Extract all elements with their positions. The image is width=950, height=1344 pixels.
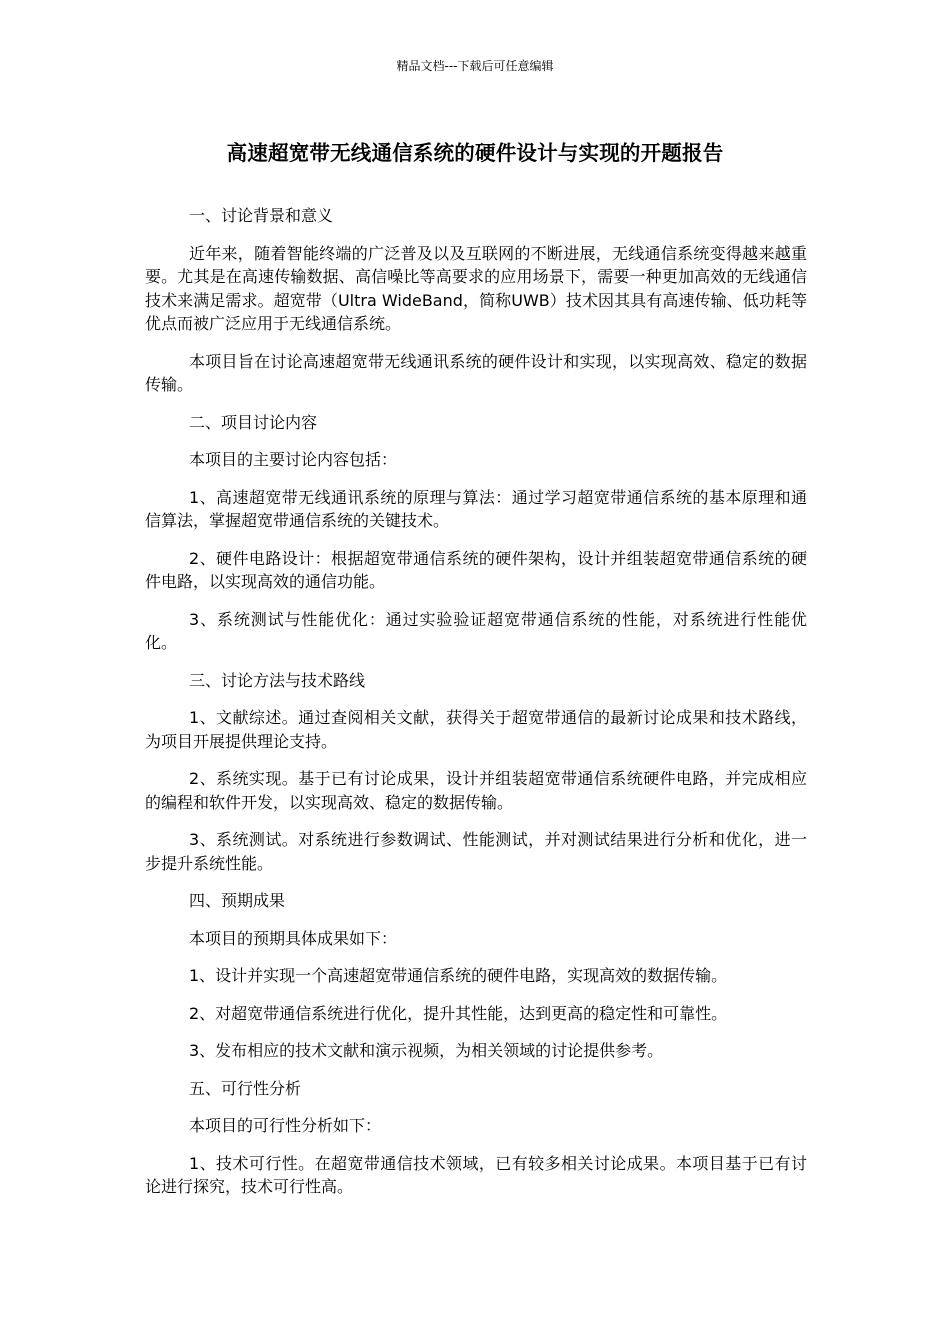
section-heading-background: 一、讨论背景和意义 [189,206,334,225]
section-heading-outcomes: 四、预期成果 [189,891,286,910]
paragraph-feasibility-intro: 本项目的可行性分析如下： [189,1116,382,1135]
section-heading-content: 二、项目讨论内容 [189,412,318,432]
list-item-methods-1: 1、文献综述。通过查阅相关文献，获得关于超宽带通信的最新讨论成果和技术路线，为项目开展提供理论支持。 [145,708,807,751]
document-title: 高速超宽带无线通信系统的硬件设计与实现的开题报告 [226,141,724,165]
section-heading-feasibility: 五、可行性分析 [189,1078,302,1098]
paragraph-background: 近年来，随着智能终端的广泛普及以及互联网的不断进展，无线通信系统变得越来越重要。尤其是在高速传输数据、高信噪比等高要求的应用场景下，需要一种更加高效的无线通信技术来满足需求。超宽带（Ultra WideBand，简称UWB）技术因其具有高速传输、低功耗等优点而被广泛应用于无线通信系统。 [145,243,807,333]
paragraph-project-aim: 本项目旨在讨论高速超宽带无线通讯系统的硬件设计和实现，以实现高效、稳定的数据传输。 [145,351,807,394]
paragraph-outcomes-intro: 本项目的预期具体成果如下： [189,928,398,948]
list-item-content-1: 1、高速超宽带无线通讯系统的原理与算法：通过学习超宽带通信系统的基本原理和通信算法，掌握超宽带通信系统的关键技术。 [145,487,807,530]
list-item-content-2: 2、硬件电路设计：根据超宽带通信系统的硬件架构，设计并组装超宽带通信系统的硬件电路，以实现高效的通信功能。 [145,548,807,591]
document-body [145,204,807,1213]
list-item-outcomes-2: 2、对超宽带通信系统进行优化，提升其性能，达到更高的稳定性和可靠性。 [189,1003,728,1023]
section-heading-methods: 三、讨论方法与技术路线 [189,670,366,690]
paragraph-content-intro: 本项目的主要讨论内容包括： [189,450,398,469]
list-item-methods-3: 3、系统测试。对系统进行参数调试、性能测试，并对测试结果进行分析和优化，进一步提升系统性能。 [145,830,807,873]
page-header: 精品文档---下载后可任意编辑 [396,59,554,73]
list-item-outcomes-3: 3、发布相应的技术文献和演示视频，为相关领域的讨论提供参考。 [189,1041,664,1060]
list-item-outcomes-1: 1、设计并实现一个高速超宽带通信系统的硬件电路，实现高效的数据传输。 [189,966,728,985]
list-item-feasibility-1: 1、技术可行性。在超宽带通信技术领域，已有较多相关讨论成果。本项目基于已有讨论进行探究，技术可行性高。 [145,1153,807,1196]
list-item-methods-2: 2、系统实现。基于已有讨论成果，设计并组装超宽带通信系统硬件电路，并完成相应的编程和软件开发，以实现高效、稳定的数据传输。 [145,769,807,812]
list-item-content-3: 3、系统测试与性能优化：通过实验验证超宽带通信系统的性能，对系统进行性能优化。 [145,609,807,652]
